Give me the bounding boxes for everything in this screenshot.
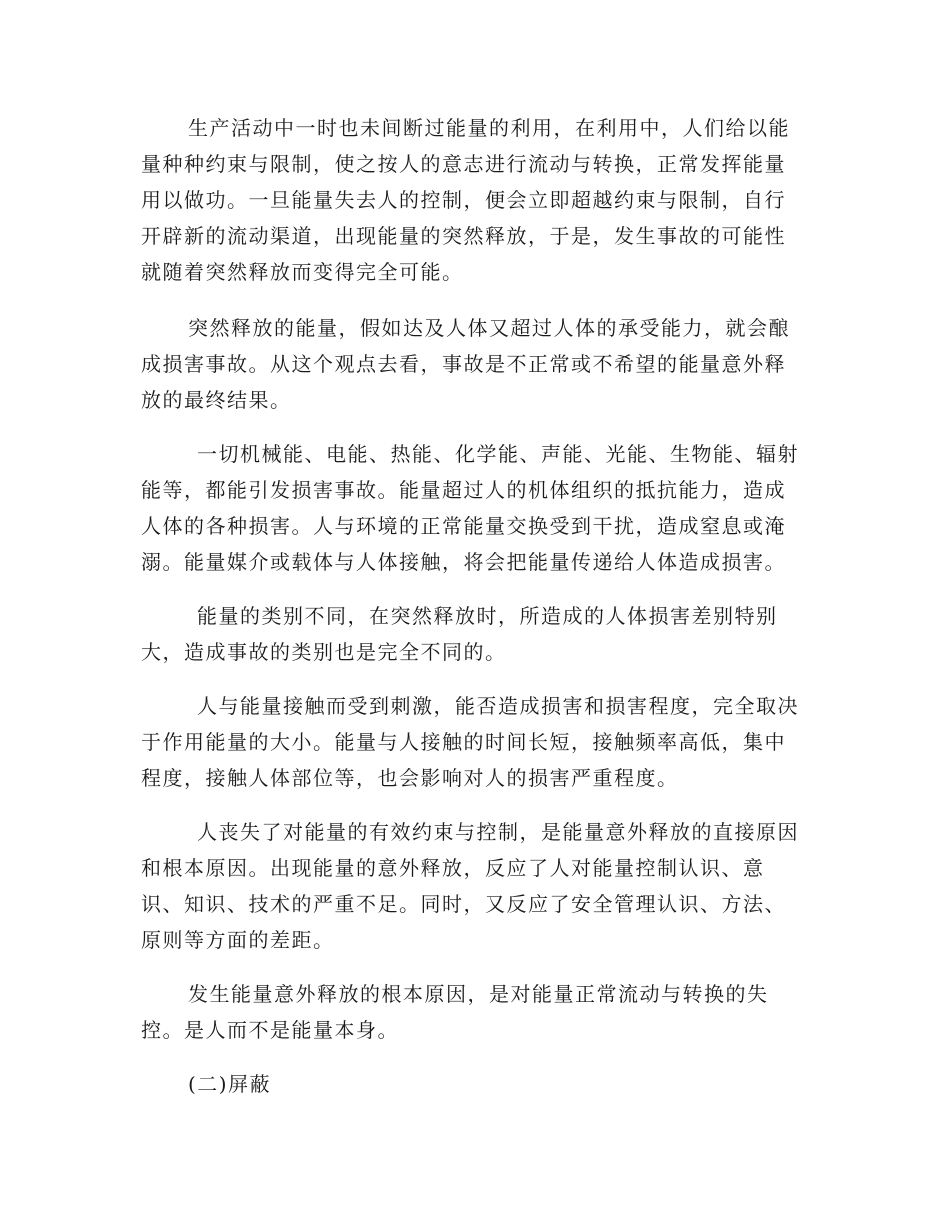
- paragraph-line: 人丧失了对能量的有效约束与控制，是能量意外释放的直接原因: [197, 820, 799, 844]
- paragraph-line: 成损害事故。从这个观点去看，事故是不正常或不希望的能量意外释: [141, 352, 786, 376]
- paragraph-line: 程度，接触人体部位等，也会影响对人的损害严重程度。: [141, 766, 679, 790]
- paragraph-5: [141, 688, 811, 796]
- paragraph-line: 就随着突然释放而变得完全可能。: [141, 260, 464, 284]
- paragraph-6: [141, 814, 811, 958]
- paragraph-line: 人与能量接触而受到刺激，能否造成损害和损害程度，完全取决: [197, 694, 799, 718]
- paragraph-line: 控。是人而不是能量本身。: [141, 1018, 399, 1042]
- paragraph-line: 人体的各种损害。人与环境的正常能量交换受到干扰，造成窒息或淹: [141, 514, 786, 538]
- paragraph-line: 放的最终结果。: [141, 388, 292, 412]
- section-heading: (二)屏蔽: [188, 1072, 272, 1096]
- paragraph-3: [141, 436, 811, 580]
- paragraph-line: 发生能量意外释放的根本原因，是对能量正常流动与转换的失: [188, 982, 769, 1006]
- paragraph-1: [141, 110, 811, 290]
- paragraph-7: [141, 976, 811, 1048]
- paragraph-line: 于作用能量的大小。能量与人接触的时间长短，接触频率高低，集中: [141, 730, 786, 754]
- paragraph-line: 能量的类别不同，在突然释放时，所造成的人体损害差别特别: [197, 604, 778, 628]
- paragraph-line: 能等，都能引发损害事故。能量超过人的机体组织的抵抗能力，造成: [141, 478, 786, 502]
- paragraph-line: 原则等方面的差距。: [141, 928, 335, 952]
- paragraph-line: 溺。能量媒介或载体与人体接触，将会把能量传递给人体造成损害。: [141, 550, 786, 574]
- paragraph-line: 生产活动中一时也未间断过能量的利用，在利用中，人们给以能: [188, 116, 790, 140]
- paragraph-line: 量种种约束与限制，使之按人的意志进行流动与转换，正常发挥能量: [141, 152, 786, 176]
- paragraph-line: 大，造成事故的类别也是完全不同的。: [141, 640, 507, 664]
- paragraph-4: [141, 598, 811, 670]
- paragraph-line: 用以做功。一旦能量失去人的控制，便会立即超越约束与限制，自行: [141, 188, 786, 212]
- paragraph-line: 识、知识、技术的严重不足。同时，又反应了安全管理认识、方法、: [141, 892, 786, 916]
- paragraph-line: 突然释放的能量，假如达及人体又超过人体的承受能力，就会酿: [188, 316, 790, 340]
- paragraph-line: 一切机械能、电能、热能、化学能、声能、光能、生物能、辐射: [197, 442, 799, 466]
- paragraph-line: 开辟新的流动渠道，出现能量的突然释放，于是，发生事故的可能性: [141, 224, 786, 248]
- paragraph-line: 和根本原因。出现能量的意外释放，反应了人对能量控制认识、意: [141, 856, 765, 880]
- paragraph-2: [141, 310, 811, 418]
